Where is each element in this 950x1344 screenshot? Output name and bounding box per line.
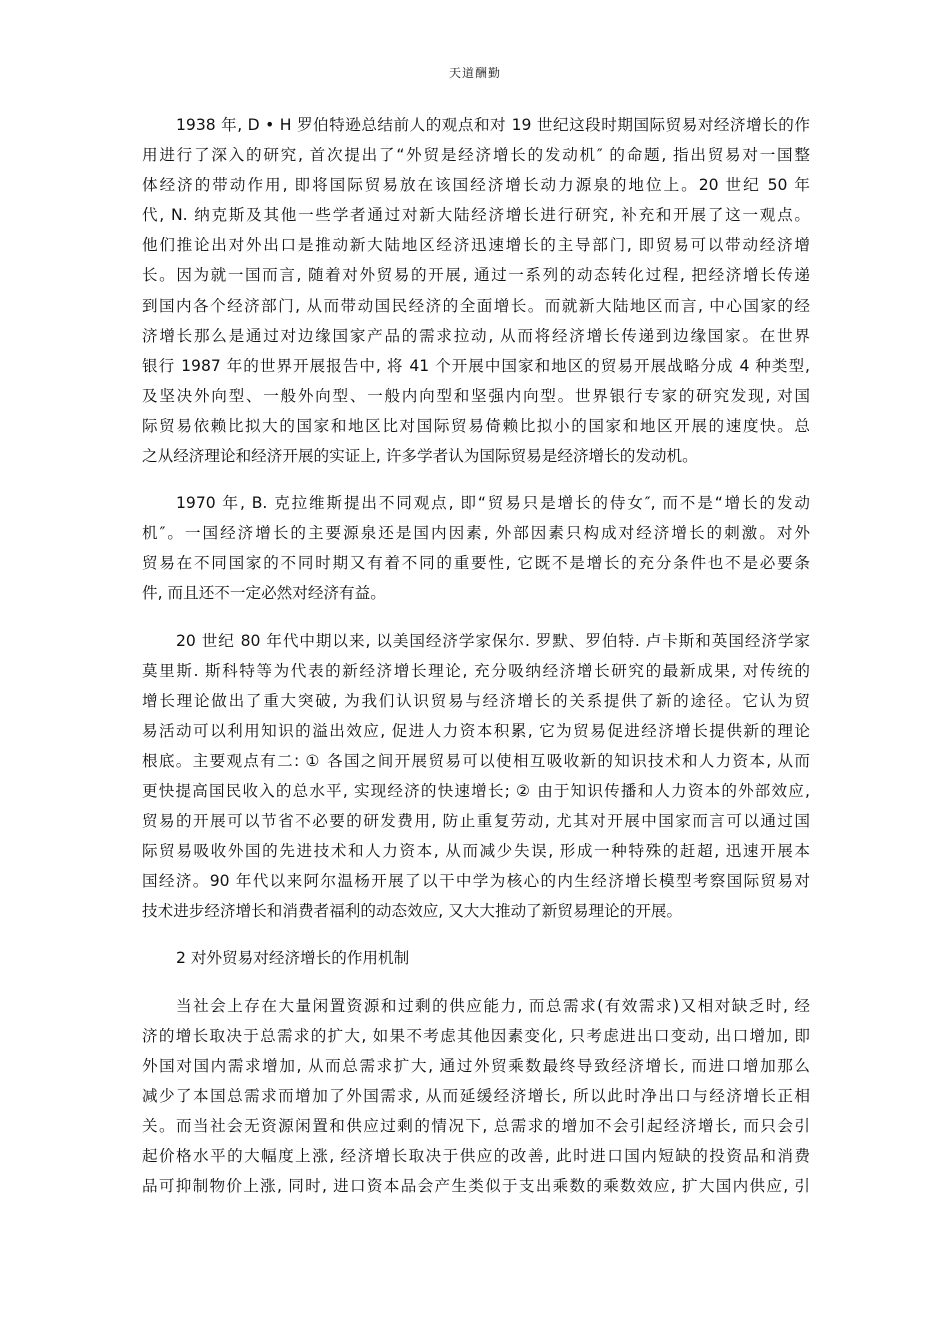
text-line: 代, N. 纳克斯及其他一些学者通过对新大陆经济增长进行研究, 补充和开展了这一观点。 — [142, 206, 810, 225]
text-line: 之从经济理论和经济开展的实证上, 许多学者认为国际贸易是经济增长的发动机。 — [142, 447, 698, 466]
text-line: 外国对国内需求增加, 从而总需求扩大, 通过外贸乘数最终导致经济增长, 而进口增加那么 — [142, 1056, 810, 1075]
text-line: 用进行了深入的研究, 首次提出了“外贸是经济增长的发动机″ 的命题, 指出贸易对一国整 — [142, 146, 810, 165]
text-line: 关。而当社会无资源闲置和供应过剩的情况下, 总需求的增加不会引起经济增长, 而只会引 — [142, 1116, 810, 1135]
text-line: 体经济的带动作用, 即将国际贸易放在该国经济增长动力源泉的地位上。20 世纪 50 年 — [142, 176, 810, 195]
text-line: 济增长那么是通过对边缘国家产品的需求拉动, 从而将经济增长传递到边缘国家。在世界 — [142, 326, 810, 345]
text-line: 1938 年, D • H 罗伯特逊总结前人的观点和对 19 世纪这段时期国际贸易对经济增长的作 — [176, 116, 810, 134]
text-line: 长。因为就一国而言, 随着对外贸易的开展, 通过一系列的动态转化过程, 把经济增长传递 — [142, 266, 810, 285]
text-line: 1970 年, B. 克拉维斯提出不同观点, 即“贸易只是增长的侍女″, 而不是“增长的发动 — [176, 494, 810, 513]
text-line: 贸易的开展可以节省不必要的研发费用, 防止重复劳动, 尤其对开展中国家而言可以通过国 — [142, 812, 810, 831]
text-line: 济的增长取决于总需求的扩大, 如果不考虑其他因素变化, 只考虑进出口变动, 出口增加, 即 — [142, 1026, 810, 1045]
text-line: 际贸易吸收外国的先进技术和人力资本, 从而减少失误, 形成一种特殊的赶超, 迅速开展本 — [142, 842, 810, 861]
paragraph-mechanism — [142, 991, 810, 1202]
text-line: 品可抑制物价上涨, 同时, 进口资本品会产生类似于支出乘数的乘数效应, 扩大国内供应, 引 — [142, 1177, 810, 1196]
text-line: 国经济。90 年代以来阿尔温杨开展了以干中学为核心的内生经济增长模型考察国际贸易对 — [142, 872, 810, 891]
text-line: 机″。一国经济增长的主要源泉还是国内因素, 外部因素只构成对经济增长的刺激。对外 — [142, 524, 810, 543]
text-line: 起价格水平的大幅度上涨, 经济增长取决于供应的改善, 此时进口国内短缺的投资品和消费 — [142, 1147, 810, 1165]
text-line: 减少了本国总需求而增加了外国需求, 从而延缓经济增长, 所以此时净出口与经济增长正相 — [142, 1086, 810, 1105]
text-line: 及坚决外向型、一般外向型、一般内向型和坚强内向型。世界银行专家的研究发现, 对国 — [142, 386, 810, 405]
document-body — [142, 110, 810, 1218]
page-header: 天道酬勤 — [448, 66, 501, 80]
text-line: 贸易在不同国家的不同时期又有着不同的重要性, 它既不是增长的充分条件也不是必要条 — [142, 554, 810, 573]
paragraph-kravis — [142, 488, 810, 608]
text-line: 增长理论做出了重大突破, 为我们认识贸易与经济增长的关系提供了新的途径。它认为贸 — [142, 691, 810, 710]
text-line: 件, 而且还不一定必然对经济有益。 — [142, 584, 386, 603]
paragraph-new-growth-theory — [142, 626, 810, 927]
text-line: 到国内各个经济部门, 从而带动国民经济的全面增长。而就新大陆地区而言, 中心国家的经 — [142, 296, 810, 315]
text-line: 根底。主要观点有二: ① 各国之间开展贸易可以使相互吸收新的知识技术和人力资本, 从而 — [142, 751, 810, 770]
text-line: 当社会上存在大量闲置资源和过剩的供应能力, 而总需求(有效需求)又相对缺乏时, 经 — [176, 996, 810, 1015]
text-line: 他们推论出对外出口是推动新大陆地区经济迅速增长的主导部门, 即贸易可以带动经济增 — [142, 236, 810, 255]
text-line: 20 世纪 80 年代中期以来, 以美国经济学家保尔. 罗默、罗伯特. 卢卡斯和英国经济学家 — [176, 631, 810, 650]
text-line: 银行 1987 年的世界开展报告中, 将 41 个开展中国家和地区的贸易开展战略分成 4 种类型, — [142, 356, 810, 375]
section-heading: 2 对外贸易对经济增长的作用机制 — [176, 949, 410, 968]
paragraph-robertson — [142, 110, 810, 471]
text-line: 易活动可以利用知识的溢出效应, 促进人力资本积累, 它为贸易促进经济增长提供新的理论 — [142, 721, 810, 740]
text-line: 际贸易依赖比拟大的国家和地区比对国际贸易倚赖比拟小的国家和地区开展的速度快。总 — [142, 416, 810, 435]
text-line: 技术进步经济增长和消费者福利的动态效应, 又大大推动了新贸易理论的开展。 — [142, 902, 683, 921]
text-line: 更快提高国民收入的总水平, 实现经济的快速增长; ② 由于知识传播和人力资本的外部效应, — [142, 781, 810, 800]
text-line: 莫里斯. 斯科特等为代表的新经济增长理论, 充分吸纳经济增长研究的最新成果, 对传统的 — [142, 661, 810, 680]
